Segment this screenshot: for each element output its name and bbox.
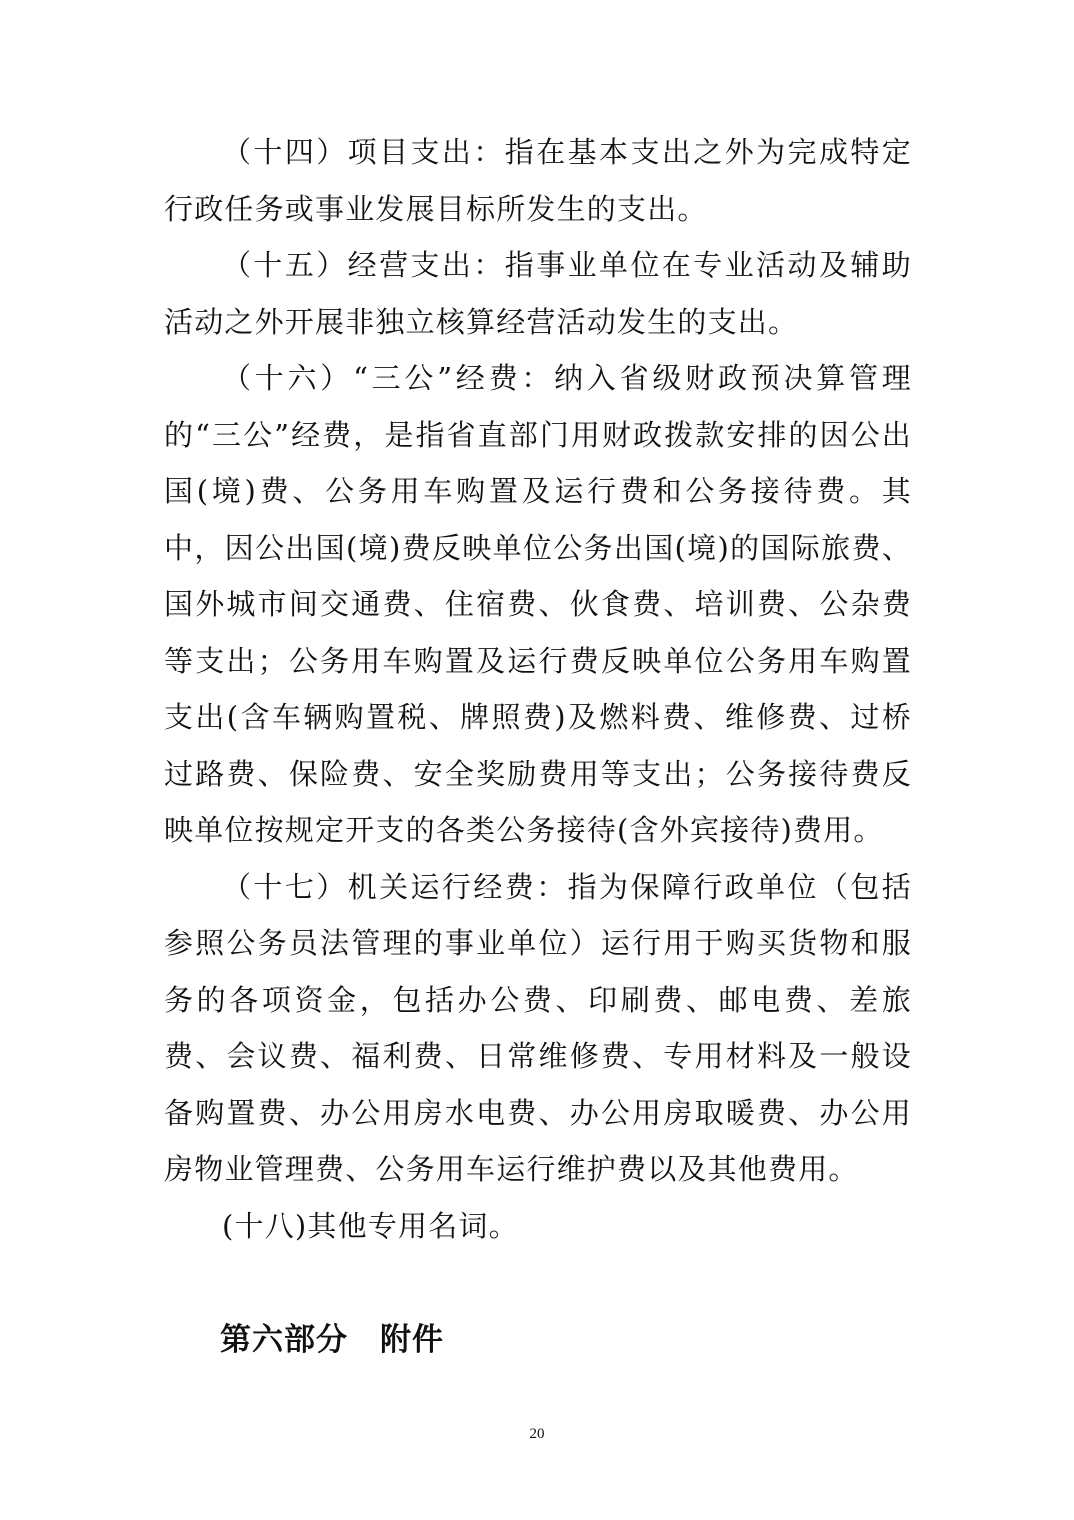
- paragraph-agency-operating-expenses: （十七）机关运行经费：指为保障行政单位（包括参照公务员法管理的事业单位）运行用于购买货物和服务的各项资金，包括办公费、印刷费、邮电费、差旅费、会议费、福利费、日常维修费、专用材料及一般设备购置费、办公用房水电费、办公用房取暖费、办公用房物业管理费、公务用车运行维护费以及其他费用。: [164, 869, 912, 1186]
- body-text: [164, 124, 912, 1254]
- paragraph-project-expenditure: （十四）项目支出：指在基本支出之外为完成特定行政任务或事业发展目标所发生的支出。: [164, 135, 912, 226]
- paragraph-other-terms: (十八)其他专用名词。: [222, 1208, 519, 1243]
- page-number: 20: [529, 1426, 545, 1442]
- paragraph-three-public-expenses: （十六）“三公”经费：纳入省级财政预决算管理的“三公”经费，是指省直部门用财政拨款安排的因公出国(境)费、公务用车购置及运行费和公务接待费。其中，因公出国(境)费反映单位公务出国(境)的国际旅费、国外城市间交通费、住宿费、伙食费、培训费、公杂费等支出；公务用车购置及运行费反映单位公务用车购置支出(含车辆购置税、牌照费)及燃料费、维修费、过桥过路费、保险费、安全奖励费用等支出；公务接待费反映单位按规定开支的各类公务接待(含外宾接待)费用。: [164, 361, 912, 847]
- section-title: 第六部分 附件: [220, 1322, 444, 1358]
- paragraph-operating-expenditure: （十五）经营支出：指事业单位在专业活动及辅助活动之外开展非独立核算经营活动发生的支出。: [164, 248, 912, 339]
